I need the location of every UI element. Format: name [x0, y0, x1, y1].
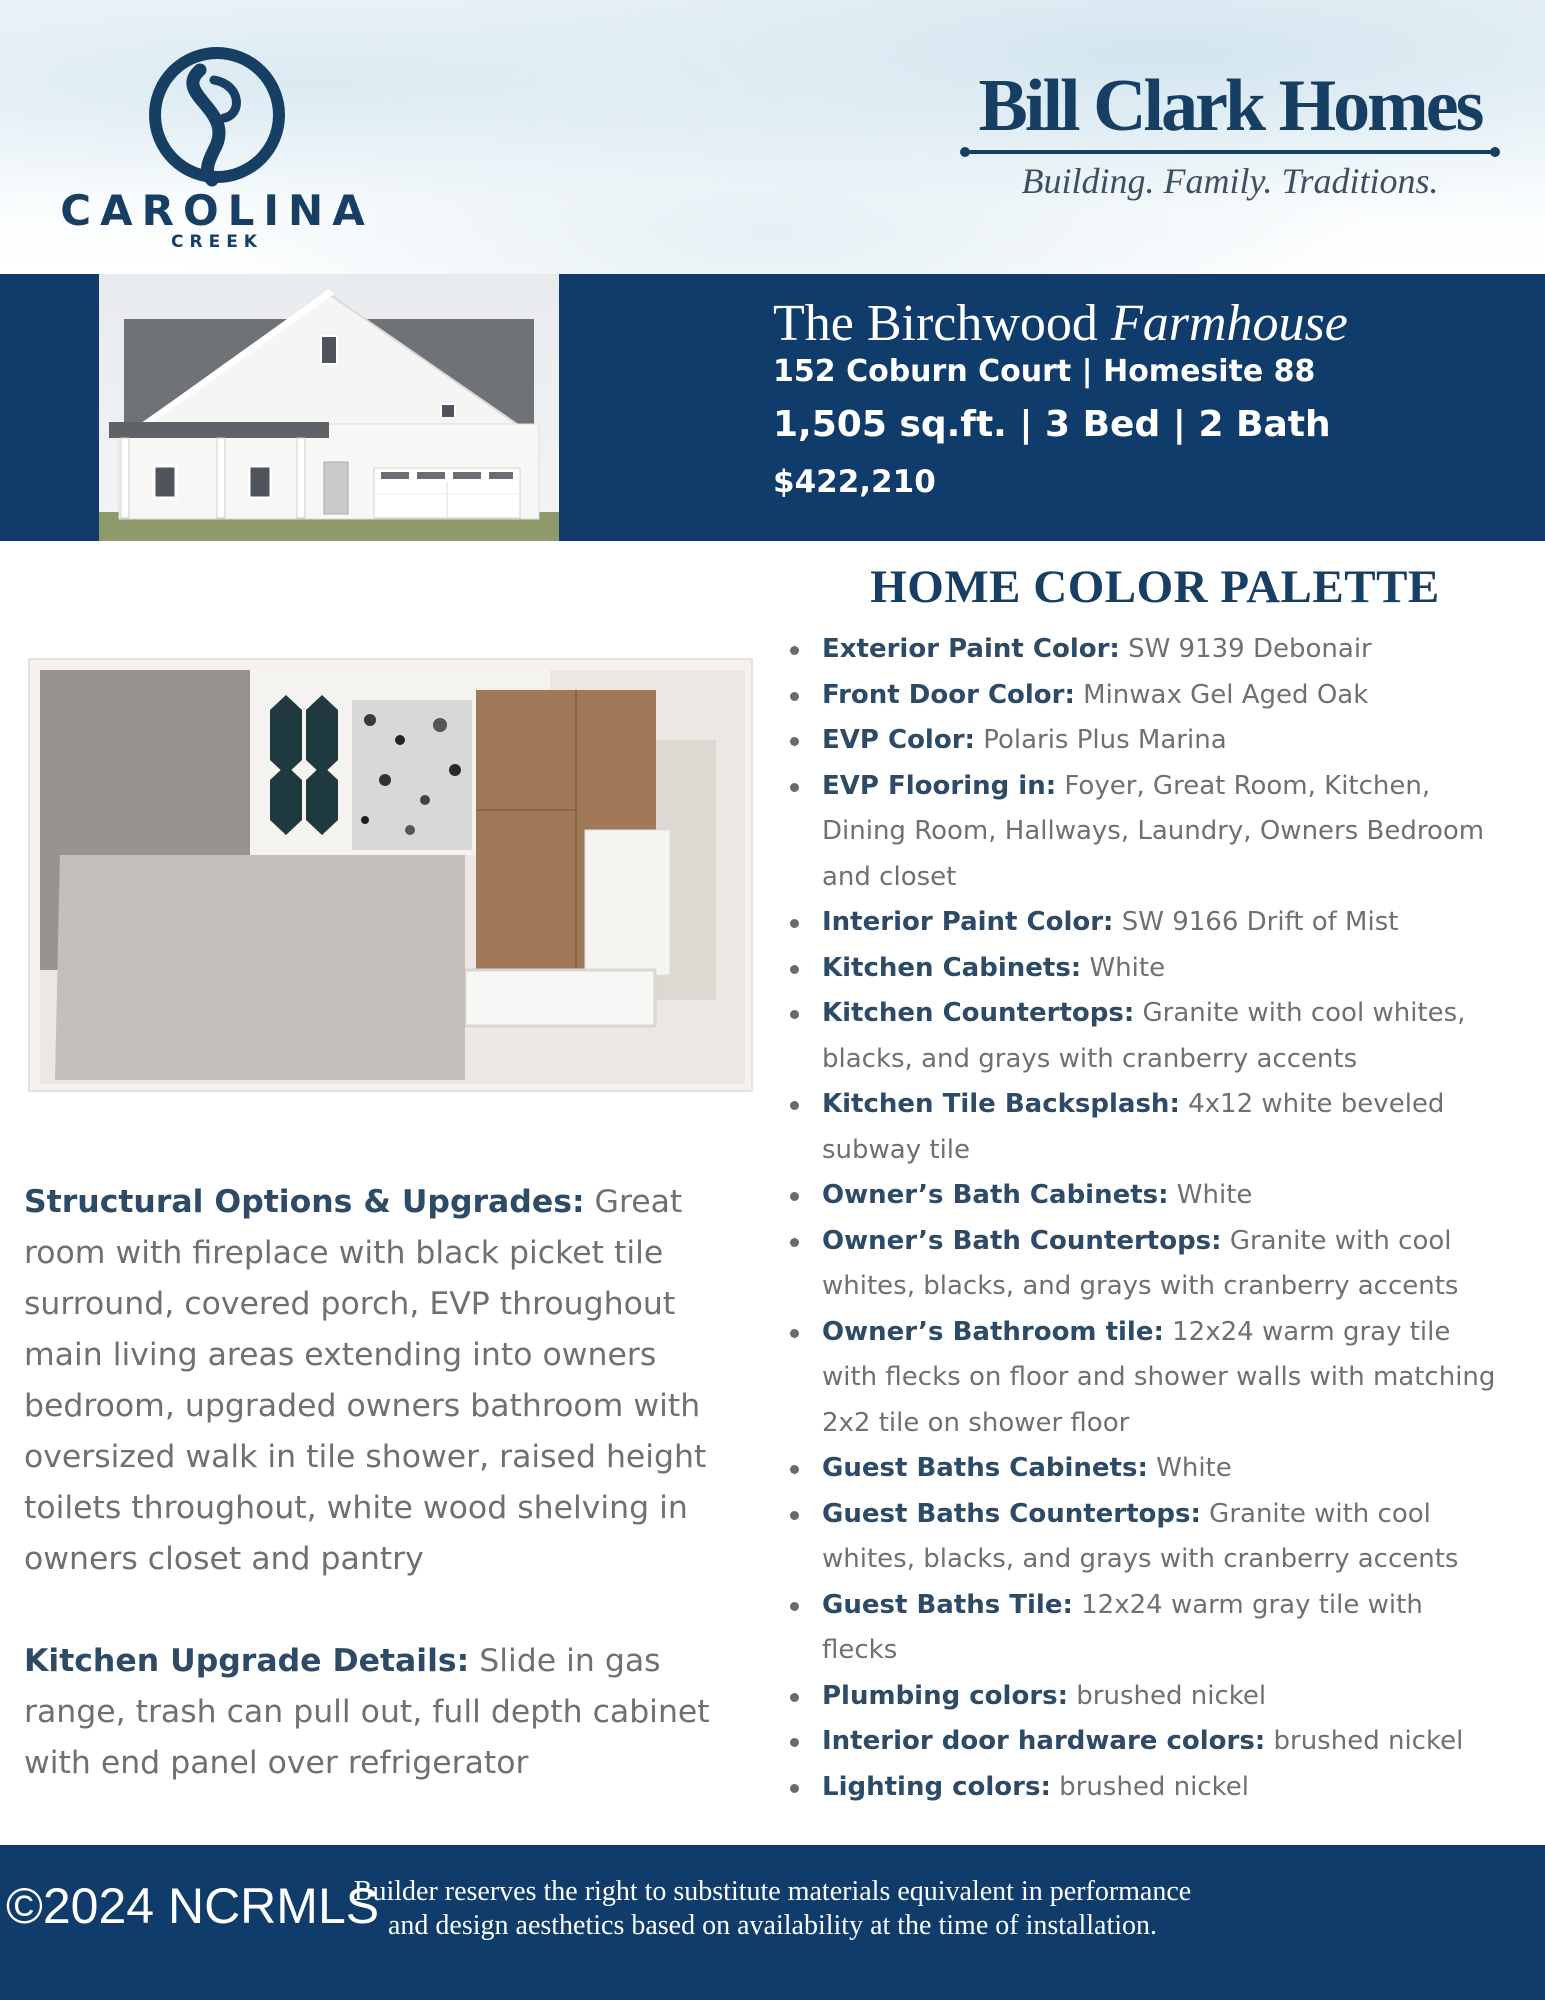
- copyright-watermark: ©2024 NCRMLS: [6, 1878, 380, 1934]
- upgrade-details: [24, 1177, 759, 1840]
- palette-item-value: Granite with cool whites, blacks, and grays with cranberry accents: [822, 1225, 1459, 1301]
- palette-item-value: 4x12 white beveled subway tile: [822, 1089, 1445, 1165]
- list-item: [786, 946, 1496, 992]
- structural-options-paragraph: [24, 1177, 759, 1585]
- palette-item-value: White: [1147, 1453, 1232, 1483]
- kitchen-upgrade-text: Slide in gas range, trash can pull out, full depth cabinet with end panel over refrigerator: [24, 1643, 710, 1781]
- palette-item-value: brushed nickel: [1050, 1771, 1249, 1802]
- header: [0, 0, 1545, 274]
- palette-item-value: SW 9139 Debonair: [1119, 634, 1372, 664]
- swatch-board: [40, 670, 745, 1084]
- logo-dot-right: [1490, 147, 1500, 157]
- palette-item-value: brushed nickel: [1068, 1680, 1267, 1711]
- palette-item-label: Guest Baths Cabinets:: [822, 1453, 1148, 1483]
- list-item: [786, 627, 1496, 673]
- bill-clark-homes-logo: [960, 64, 1500, 214]
- palette-item-label: Exterior Paint Color:: [822, 634, 1120, 664]
- palette-item-value: Granite with cool whites, blacks, and grays with cranberry accents: [822, 998, 1466, 1074]
- list-item: [786, 1310, 1496, 1447]
- palette-item-label: Kitchen Tile Backsplash:: [822, 1089, 1180, 1119]
- list-item: [786, 1219, 1496, 1310]
- home-title: [773, 294, 1348, 353]
- palette-item-label: Owner’s Bath Countertops:: [822, 1225, 1222, 1256]
- home-price: $422,210: [773, 464, 936, 500]
- kitchen-upgrade-label: Kitchen Upgrade Details:: [24, 1643, 470, 1679]
- kitchen-upgrade-paragraph: [24, 1636, 759, 1789]
- palette-item-value: SW 9166 Drift of Mist: [1113, 907, 1399, 937]
- palette-item-value: Minwax Gel Aged Oak: [1074, 679, 1369, 710]
- palette-item-label: Kitchen Cabinets:: [822, 952, 1082, 983]
- palette-item-label: Kitchen Countertops:: [822, 998, 1135, 1028]
- palette-item-label: Front Door Color:: [822, 679, 1075, 710]
- home-specs: 1,505 sq.ft. | 3 Bed | 2 Bath: [773, 404, 1331, 445]
- list-item: [786, 1674, 1496, 1720]
- list-item: [786, 991, 1496, 1082]
- home-address: 152 Coburn Court | Homesite 88: [773, 354, 1316, 389]
- material-swatches-image: [28, 658, 753, 1092]
- palette-item-label: Plumbing colors:: [822, 1680, 1069, 1711]
- palette-item-value: 12x24 warm gray tile with flecks on floor and shower walls with matching 2x2 tile on shower floor: [822, 1316, 1496, 1438]
- carolina-creek-logo: [52, 40, 382, 260]
- list-item: [786, 1719, 1496, 1765]
- palette-item-label: Interior Paint Color:: [822, 907, 1114, 937]
- palette-item-value: White: [1168, 1180, 1253, 1210]
- list-item: [786, 1173, 1496, 1219]
- structural-options-label: Structural Options & Upgrades:: [24, 1184, 585, 1220]
- palette-item-label: EVP Flooring in:: [822, 770, 1057, 801]
- palette-item-value: brushed nickel: [1265, 1726, 1464, 1756]
- list-item: [786, 1492, 1496, 1583]
- builder-name: Bill Clark Homes: [978, 65, 1482, 147]
- list-item: [786, 1446, 1496, 1492]
- palette-item-value: Foyer, Great Room, Kitchen, Dining Room, Hallways, Laundry, Owners Bedroom and closet: [822, 770, 1485, 892]
- palette-item-value: Granite with cool whites, blacks, and grays with cranberry accents: [822, 1498, 1459, 1574]
- palette-list: [786, 627, 1496, 1810]
- palette-item-label: Owner’s Bathroom tile:: [822, 1316, 1164, 1347]
- community-name: CAROLINA: [60, 186, 374, 235]
- footer: [0, 1845, 1545, 2000]
- list-item: [786, 1082, 1496, 1173]
- list-item: [786, 1583, 1496, 1674]
- list-item: [786, 718, 1496, 764]
- list-item: [786, 673, 1496, 719]
- palette-item-label: EVP Color:: [822, 725, 975, 755]
- logo-dot-left: [960, 147, 970, 157]
- home-banner: [0, 274, 1545, 541]
- community-sub: CREEK: [171, 232, 263, 252]
- structural-options-text: Great room with fireplace with black picket tile surround, covered porch, EVP throughout main living areas extending into owners bedroom, upgraded owners bathroom with oversized walk in tile shower, raised height toilets throughout, white wood shelving in owners closet and pantry: [24, 1184, 707, 1577]
- palette-item-label: Interior door hardware colors:: [822, 1726, 1266, 1756]
- palette-item-value: White: [1081, 952, 1166, 983]
- palette-item-value: Polaris Plus Marina: [974, 725, 1227, 755]
- builder-tagline: Building. Family. Traditions.: [1021, 161, 1439, 201]
- palette-item-label: Lighting colors:: [822, 1771, 1051, 1802]
- palette-item-label: Guest Baths Countertops:: [822, 1498, 1201, 1529]
- palette-item-label: Guest Baths Tile:: [822, 1589, 1073, 1620]
- palette-item-label: Owner’s Bath Cabinets:: [822, 1180, 1169, 1210]
- list-item: [786, 900, 1496, 946]
- disclaimer-line-2: and design aesthetics based on availability at the time of installation.: [387, 1910, 1157, 1941]
- home-title-name: The Birchwood: [773, 295, 1111, 352]
- house-rendering-image: [99, 274, 559, 541]
- palette-heading: HOME COLOR PALETTE: [870, 561, 1440, 613]
- palette-item-value: 12x24 warm gray tile with flecks: [822, 1589, 1423, 1665]
- disclaimer-line-1: Builder reserves the right to substitute materials equivalent in performance: [353, 1876, 1192, 1907]
- list-item: [786, 764, 1496, 901]
- carolina-creek-swirl-icon: [142, 40, 292, 190]
- list-item: [786, 1765, 1496, 1811]
- home-title-style: Farmhouse: [1110, 295, 1348, 352]
- logo-rule: [964, 150, 1496, 154]
